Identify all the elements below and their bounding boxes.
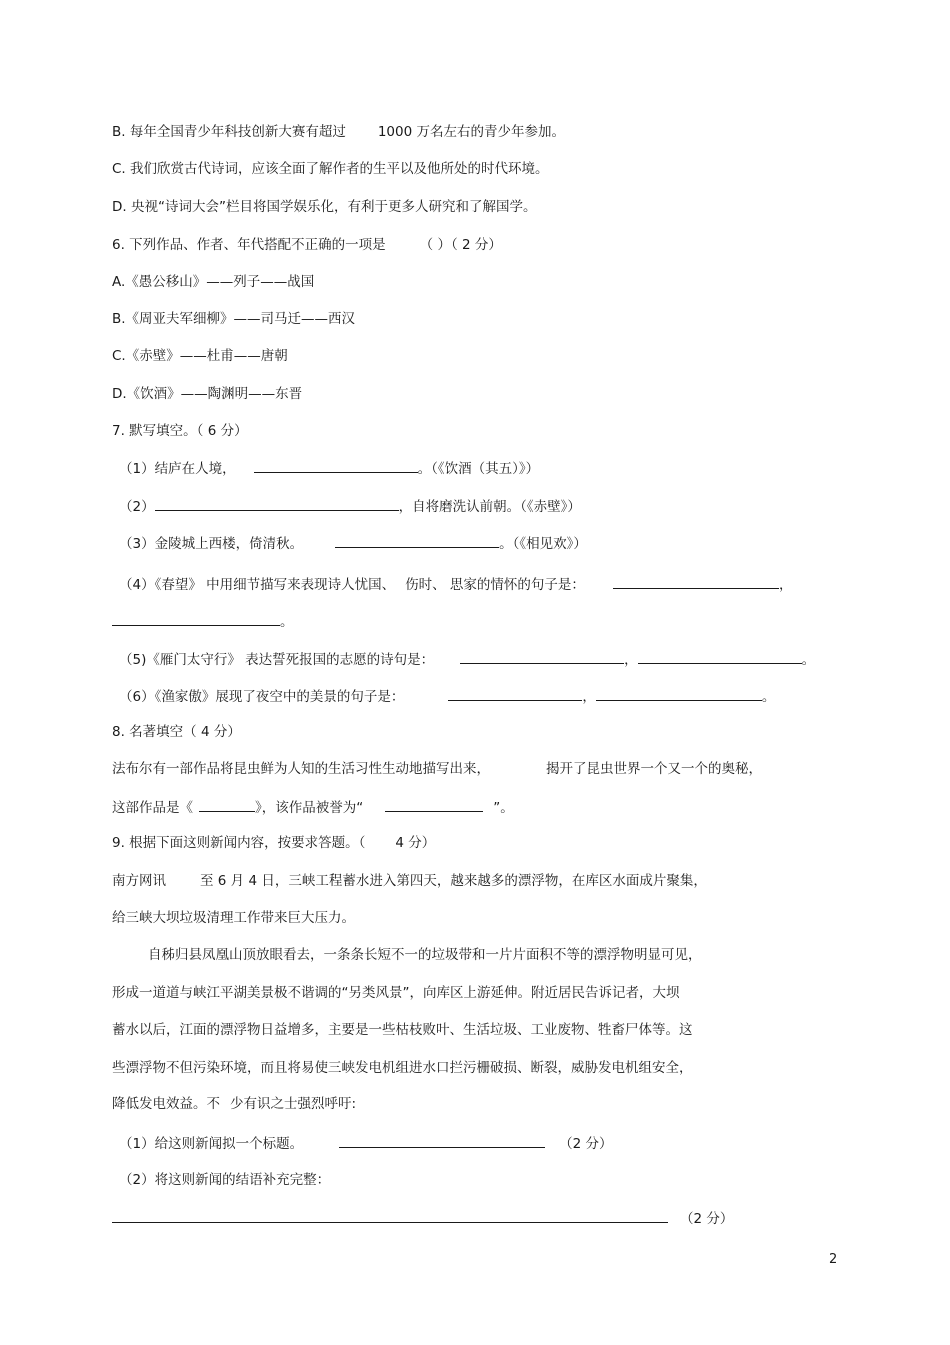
q5-option-c: C. 我们欣赏古代诗词，应该全面了解作者的生平以及他所处的时代环境。 <box>112 161 549 177</box>
q5-option-b-text: B. 每年全国青少年科技创新大赛有超过 <box>112 124 346 140</box>
q8-line-1-text-b: 揭开了昆虫世界一个又一个的奥秘， <box>546 761 762 777</box>
q6-stem-text: 6. 下列作品、作者、年代搭配不正确的一项是 <box>112 237 386 253</box>
q9-news-source: 南方网讯 <box>112 873 166 889</box>
q8-book-blank[interactable] <box>199 797 255 812</box>
q7-item-6 <box>119 686 775 707</box>
q7-item-6-blank-1[interactable] <box>448 686 582 701</box>
q7-item-4-blank-1[interactable] <box>613 574 779 589</box>
q9-para-line-5-text: 降低发电效益。不 <box>112 1096 220 1112</box>
q5-option-d: D. 央视“诗词大会”栏目将国学娱乐化，有利于更多人研究和了解国学。 <box>112 199 537 215</box>
q6-option-a: A.《愚公移山》——列子——战国 <box>112 274 315 290</box>
q9-sub-2-answer <box>112 1208 733 1229</box>
q9-sub-1-text: （1）给这则新闻拟一个标题。 <box>119 1136 304 1152</box>
q7-stem: 7. 默写填空。（ 6 分） <box>112 423 248 439</box>
q9-news-line-2: 给三峡大坝垃圾清理工作带来巨大压力。 <box>112 910 355 926</box>
q8-line-1-text: 法布尔有一部作品将昆虫鲜为人知的生活习性生动地描写出来， <box>112 761 490 777</box>
q7-item-1-source: 。（《饮酒（其五）》） <box>417 461 540 477</box>
q6-stem-score: （ ）（ 2 分） <box>419 237 502 253</box>
q9-para-line-5 <box>112 1094 356 1114</box>
q7-item-1-text: （1）结庐在人境， <box>119 461 236 477</box>
q9-sub-2: （2）将这则新闻的结语补充完整： <box>119 1172 331 1188</box>
q9-news-line-1 <box>112 871 707 891</box>
q7-item-5-text: （5)《雁门太守行》 表达誓死报国的志愿的诗句是： <box>119 652 435 668</box>
q7-item-6-comma: ， <box>582 689 596 705</box>
q6-option-d: D.《饮酒》——陶渊明——东晋 <box>112 386 303 402</box>
q7-item-4-comma: ， <box>778 577 793 593</box>
q9-stem-text: 9. 根据下面这则新闻内容，按要求答题。（ <box>112 835 366 851</box>
q9-para-line-2: 形成一道道与峡江平湖美景极不谐调的“另类风景”，向库区上游延伸。附近居民告诉记者，大坝 <box>112 985 680 1001</box>
q7-item-4-text: （4）《春望》 中用细节描写来表现诗人忧国、 <box>119 577 396 593</box>
q7-item-2-blank[interactable] <box>155 496 399 511</box>
q7-item-2-text: ，自将磨洗认前朝。（《赤壁》） <box>398 499 581 515</box>
q6-option-c: C.《赤壁》——杜甫——唐朝 <box>112 348 288 364</box>
q8-line-2-end: ”。 <box>493 800 514 816</box>
q7-item-4-period: 。 <box>280 614 294 630</box>
q7-item-4-text-b: 伤时、 思家的情怀的句子是： <box>405 577 585 593</box>
q9-sub-1-score: （2 分） <box>559 1136 613 1152</box>
q9-sub-2-score: （2 分） <box>680 1211 734 1227</box>
q8-line-2-text: 这部作品是《 <box>112 800 193 816</box>
q7-item-3-text: （3）金陵城上西楼，倚清秋。 <box>119 536 304 552</box>
q8-stem: 8. 名著填空（ 4 分） <box>112 724 241 740</box>
q6-option-b: B.《周亚夫军细柳》——司马迁——西汉 <box>112 311 356 327</box>
q7-item-6-text: （6）《渔家傲》展现了夜空中的美景的句子是： <box>119 689 405 705</box>
q7-item-4-blank-2[interactable] <box>112 611 280 626</box>
q6-stem <box>112 235 502 255</box>
q9-title-blank[interactable] <box>339 1133 545 1148</box>
q9-stem-score: 4 分） <box>395 835 436 851</box>
q9-para-line-1: 自秭归县凤凰山顶放眼看去，一条条长短不一的垃圾带和一片片面积不等的漂浮物明显可见， <box>148 947 702 963</box>
q7-item-3-blank[interactable] <box>335 533 499 548</box>
q9-para-line-5-text-b: 少有识之士强烈呼吁: <box>230 1096 357 1112</box>
q9-para-line-3: 蓄水以后，江面的漂浮物日益增多，主要是一些枯枝败叶、生活垃圾、工业废物、牲畜尸体等。这 <box>112 1022 693 1038</box>
q7-item-5-blank-2[interactable] <box>638 649 802 664</box>
q9-conclusion-blank[interactable] <box>112 1208 668 1223</box>
q7-item-1 <box>119 458 539 479</box>
q7-item-4-cont <box>112 611 294 632</box>
q7-item-5 <box>119 649 815 670</box>
q8-title-blank[interactable] <box>385 797 483 812</box>
q9-news-line-1-text: 至 6 月 4 日，三峡工程蓄水进入第四天，越来越多的漂浮物，在库区水面成片聚集， <box>200 873 707 889</box>
q8-line-2 <box>112 797 514 818</box>
q9-para-line-4: 些漂浮物不但污染环境，而且将易使三峡发电机组进水口拦污栅破损、断裂，威胁发电机组安全， <box>112 1060 693 1076</box>
q7-item-6-blank-2[interactable] <box>596 686 762 701</box>
q5-option-b <box>112 122 565 142</box>
page-number: 2 <box>829 1252 838 1267</box>
q7-item-2-num: （2） <box>119 499 155 515</box>
q9-stem <box>112 833 435 853</box>
q7-item-6-period: 。 <box>761 689 776 705</box>
q8-line-2-text-b: 》，该作品被誉为“ <box>255 800 364 816</box>
q8-line-1 <box>112 759 762 779</box>
q7-item-5-period: 。 <box>801 652 816 668</box>
q7-item-4 <box>119 574 792 595</box>
q7-item-3-source: 。（《相见欢》） <box>499 536 587 552</box>
q7-item-1-blank[interactable] <box>254 458 418 473</box>
q7-item-3 <box>119 533 587 554</box>
q9-sub-1 <box>119 1133 612 1154</box>
q7-item-5-comma: ， <box>624 652 638 668</box>
q5-option-b-text-end: 1000 万名左右的青少年参加。 <box>377 124 565 140</box>
q7-item-2 <box>119 496 581 517</box>
q7-item-5-blank-1[interactable] <box>460 649 624 664</box>
